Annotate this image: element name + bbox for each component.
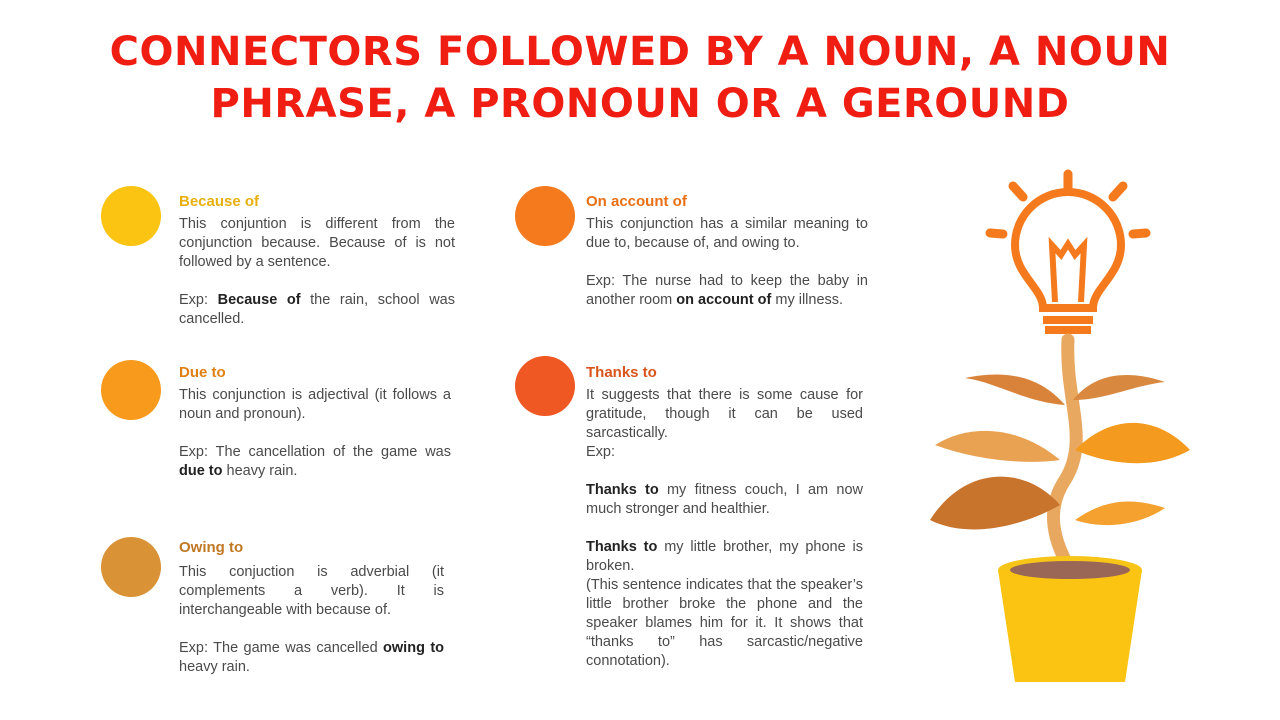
thanks-to-example-1: Thanks to my fitness couch, I am now much stronger and healthier. [586,482,863,517]
plant-stem [1053,340,1076,560]
owing-to-body [179,563,444,677]
on-account-of-heading: On account of [586,193,687,210]
due-to-dot [101,360,161,420]
thanks-to-exp-label: Exp: [586,444,616,460]
flower-pot [998,556,1142,682]
page-title [0,26,1280,130]
light-rays [990,174,1146,234]
on-account-of-example: Exp: The nurse had to keep the baby in another room on account of my illness. [586,273,868,308]
thanks-to-description: It suggests that there is some cause for gratitude, though it can be used sarcastically. [586,387,863,441]
thanks-to-body [586,386,863,671]
because-of-body [179,215,455,329]
title-line-1: CONNECTORS FOLLOWED BY A NOUN, A NOUN [109,29,1171,75]
owing-to-example: Exp: The game was cancelled owing to heavy rain. [179,640,445,675]
because-of-dot [101,186,161,246]
because-of-heading: Because of [179,193,260,210]
because-of-description: This conjuntion is different from the conjunction because. Because of is not followed by a sentence. [179,216,455,270]
lightbulb [1015,192,1121,330]
lightbulb-plant-icon [915,160,1195,690]
due-to-example: Exp: The cancellation of the game was due to heavy rain. [179,444,451,479]
because-of-example: Exp: Because of the rain, school was cancelled. [179,292,455,327]
owing-to-description: This conjuction is adverbial (it complements a verb). It is interchangeable with because of. [179,564,444,618]
on-account-of-body [586,215,868,310]
on-account-of-description: This conjunction has a similar meaning to due to, because of, and owing to. [586,216,868,251]
due-to-description: This conjunction is adjectival (it follows a noun and pronoun). [179,387,451,422]
on-account-of-dot [515,186,575,246]
due-to-heading: Due to [179,364,226,381]
thanks-to-note: (This sentence indicates that the speaker’s little brother broke the phone and the speaker blames him for it. It shows that “thanks to” has sarcastic/negative connotation). [586,577,863,669]
thanks-to-example-2: Thanks to my little brother, my phone is broken. [586,539,863,574]
due-to-body [179,386,451,481]
title-line-2: PHRASE, A PRONOUN OR A GEROUND [210,81,1070,127]
thanks-to-dot [515,356,575,416]
owing-to-dot [101,537,161,597]
owing-to-heading: Owing to [179,539,244,556]
thanks-to-heading: Thanks to [586,364,657,381]
